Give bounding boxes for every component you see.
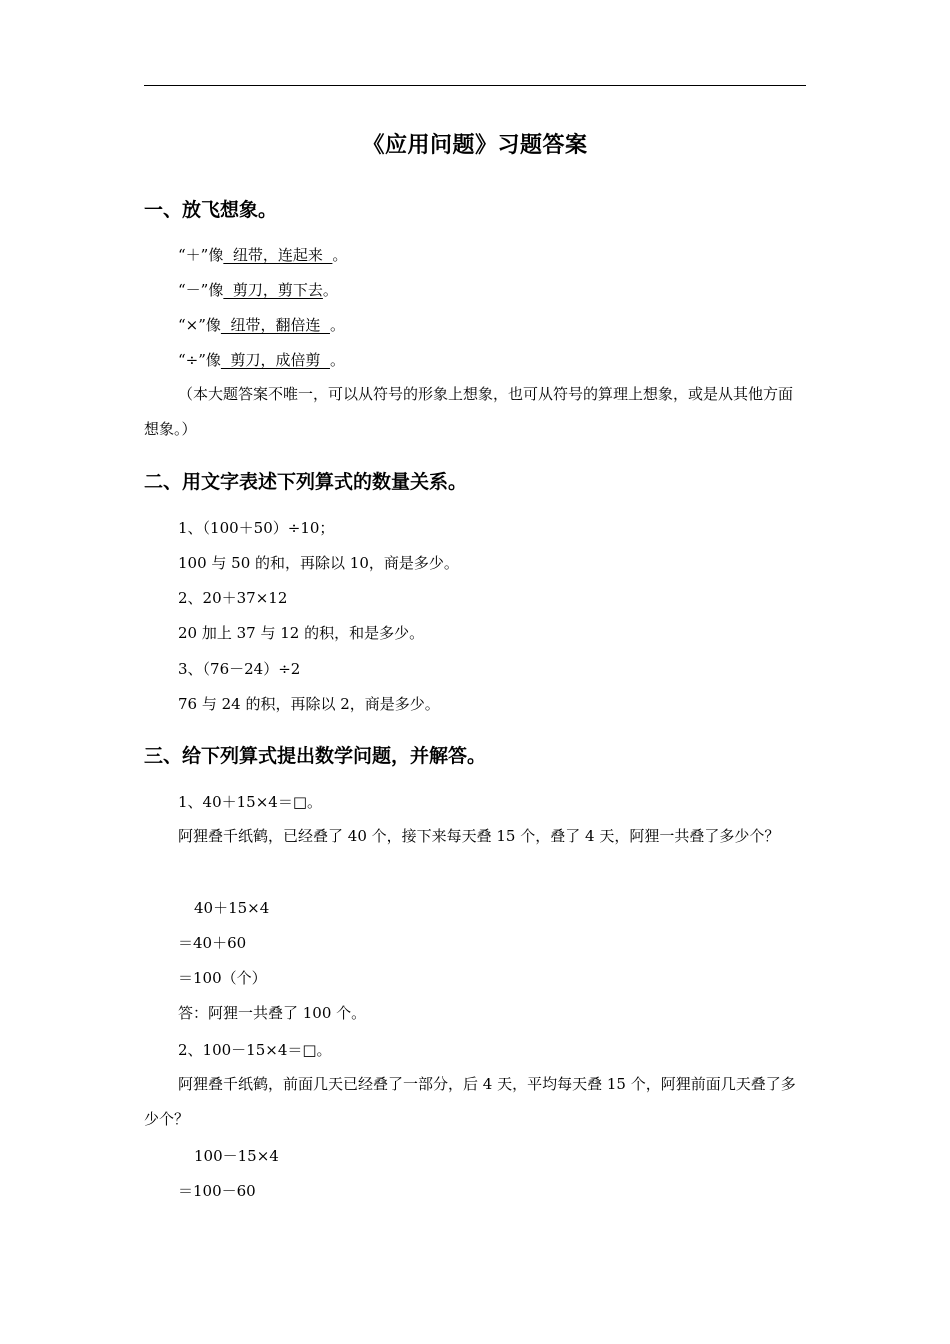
question-1-problem: 阿狸叠千纸鹤，已经叠了 40 个，接下来每天叠 15 个，叠了 4 天，阿狸一共叠了多少个？ (178, 827, 780, 845)
section-1-note: （本大题答案不唯一，可以从符号的形象上想象，也可从符号的算理上想象，或是从其他方面想象。） (144, 385, 794, 438)
question-2-problem: 阿狸叠千纸鹤，前面几天已经叠了一部分，后 4 天，平均每天叠 15 个，阿狸前面几天叠了多少个？ (144, 1075, 796, 1128)
imagine-item-divide: “÷”像 剪刀，成倍剪 。 (178, 351, 345, 369)
question-1-formula: 1、40＋15×4＝□。 (178, 793, 323, 811)
header-rule (144, 85, 806, 86)
imagine-item-times: “×”像 纽带，翻倍连 。 (178, 316, 345, 334)
page-title: 《应用问题》习题答案 (362, 133, 588, 158)
expression-2: 2、20＋37×12 (178, 589, 288, 607)
question-1-step-2: ＝40＋60 (178, 934, 247, 952)
question-1-step-3: ＝100（个） (178, 969, 267, 987)
expression-3: 3、（76－24）÷2 (178, 660, 301, 678)
question-1-answer: 答：阿狸一共叠了 100 个。 (178, 1004, 367, 1022)
section-3-heading: 三、给下列算式提出数学问题，并解答。 (144, 745, 487, 767)
section-1-heading: 一、放飞想象。 (144, 199, 278, 221)
expression-1: 1、（100＋50）÷10； (178, 519, 335, 537)
question-1-step-1: 40＋15×4 (194, 899, 270, 917)
answer-blank: 纽带，翻倍连 (220, 316, 330, 334)
section-2-heading: 二、用文字表述下列算式的数量关系。 (144, 471, 468, 493)
answer-blank: 纽带，连起来 (223, 246, 333, 264)
imagine-item-plus: “＋”像 纽带，连起来 。 (178, 246, 348, 264)
question-2-formula: 2、100－15×4＝□。 (178, 1041, 332, 1059)
question-2-step-1: 100－15×4 (194, 1147, 279, 1165)
imagine-item-minus: “－”像 剪刀，剪下去。 (178, 281, 338, 299)
question-2-step-2: ＝100－60 (178, 1182, 256, 1200)
answer-blank: 剪刀，剪下去 (223, 281, 323, 299)
description-2: 20 加上 37 与 12 的积，和是多少。 (178, 624, 425, 642)
description-1: 100 与 50 的和，再除以 10，商是多少。 (178, 554, 459, 572)
description-3: 76 与 24 的积，再除以 2，商是多少。 (178, 695, 440, 713)
answer-blank: 剪刀，成倍剪 (220, 351, 330, 369)
